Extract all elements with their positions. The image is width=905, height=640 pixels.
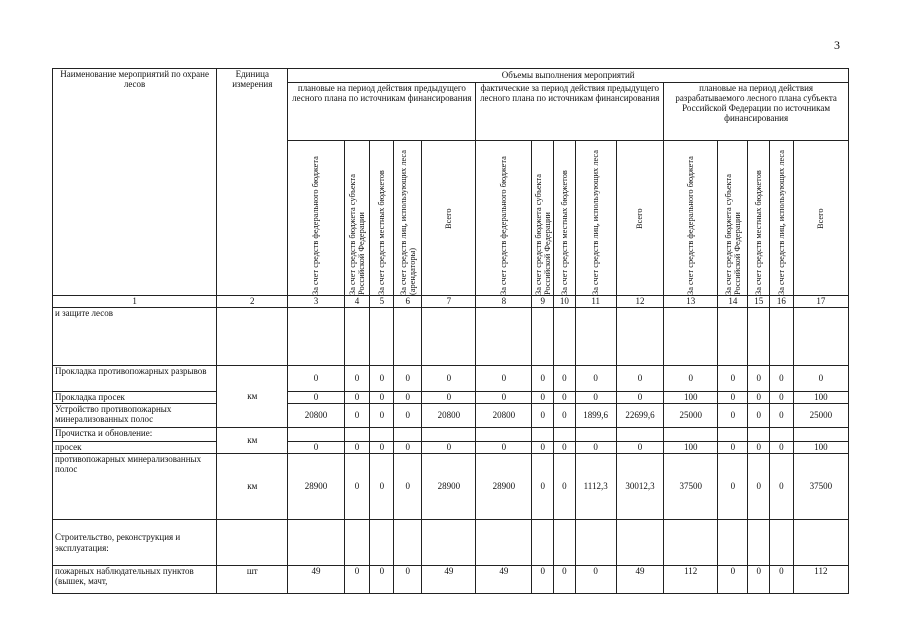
row-name: Прочистка и обновление:: [53, 428, 217, 442]
subheader-cell: Всего: [422, 141, 476, 296]
row-value: 28900: [476, 454, 532, 520]
row-value: 25000: [793, 404, 848, 428]
header-group-planned-prev: плановые на период действия предыдущего лесного плана по источникам финансирования: [288, 83, 476, 141]
row-value: [370, 308, 394, 366]
row-value: 49: [422, 566, 476, 594]
row-value: 0: [476, 442, 532, 454]
subheader-cell: За счет средств лиц, использующих леса: [575, 141, 616, 296]
header-group-planned-new: плановые на период действия разрабатываемого лесного плана субъекта Российской Федерации по источникам финансирования: [664, 83, 849, 141]
row-value: 0: [394, 566, 422, 594]
row-name: и защите лесов: [53, 308, 217, 366]
row-value: [554, 308, 576, 366]
row-value: 37500: [793, 454, 848, 520]
row-unit: км: [217, 454, 288, 520]
page-number: 3: [834, 38, 840, 52]
table-row: [53, 308, 849, 366]
row-value: [575, 520, 616, 566]
row-value: 25000: [664, 404, 718, 428]
row-name: просек: [53, 442, 217, 454]
column-number: 5: [370, 296, 394, 308]
column-number: 13: [664, 296, 718, 308]
row-value: [793, 520, 848, 566]
row-value: 0: [748, 454, 770, 520]
row-value: 0: [575, 442, 616, 454]
row-value: 0: [770, 454, 794, 520]
row-name: пожарных наблюдательных пунктов (вышек, мачт,: [53, 566, 217, 594]
row-value: [422, 308, 476, 366]
row-value: 0: [616, 442, 664, 454]
row-value: [344, 428, 370, 442]
row-value: [422, 520, 476, 566]
column-number: 14: [718, 296, 748, 308]
subheader-cell: За счет средств бюджета субъекта Российской Федерации: [344, 141, 370, 296]
row-value: 28900: [288, 454, 344, 520]
subheader-cell: За счет средств лиц, использующих леса (арендаторы): [394, 141, 422, 296]
row-value: [616, 308, 664, 366]
column-number: 12: [616, 296, 664, 308]
row-value: 0: [476, 366, 532, 392]
row-value: 49: [288, 566, 344, 594]
row-value: 0: [554, 442, 576, 454]
row-value: 0: [288, 366, 344, 392]
row-value: 1112,3: [575, 454, 616, 520]
row-value: 0: [288, 392, 344, 404]
row-value: [344, 520, 370, 566]
row-value: 0: [770, 392, 794, 404]
row-value: 0: [422, 442, 476, 454]
row-value: [616, 428, 664, 442]
row-value: 0: [575, 566, 616, 594]
row-value: 0: [748, 442, 770, 454]
row-value: 0: [616, 366, 664, 392]
row-value: 0: [718, 442, 748, 454]
header-activity-name: Наименование мероприятий по охране лесов: [53, 69, 217, 296]
row-value: 0: [554, 454, 576, 520]
row-value: 1899,6: [575, 404, 616, 428]
row-value: 0: [718, 392, 748, 404]
row-value: [664, 308, 718, 366]
row-value: 0: [554, 404, 576, 428]
row-value: [770, 428, 794, 442]
row-value: [476, 428, 532, 442]
row-value: [770, 308, 794, 366]
row-value: 0: [288, 442, 344, 454]
row-value: [793, 428, 848, 442]
row-value: 0: [532, 454, 554, 520]
row-value: [718, 428, 748, 442]
row-value: 0: [554, 392, 576, 404]
forest-protection-table: [52, 68, 849, 594]
row-value: 28900: [422, 454, 476, 520]
column-number: 17: [793, 296, 848, 308]
row-unit: км: [217, 366, 288, 428]
row-value: 0: [344, 442, 370, 454]
row-unit: [217, 520, 288, 566]
row-value: 0: [575, 392, 616, 404]
row-value: 20800: [288, 404, 344, 428]
row-value: 0: [718, 404, 748, 428]
row-value: [370, 428, 394, 442]
subheader-cell: За счет средств бюджета субъекта Российской Федерации: [718, 141, 748, 296]
row-value: [575, 308, 616, 366]
row-unit: шт: [217, 566, 288, 594]
row-value: [554, 428, 576, 442]
row-value: [770, 520, 794, 566]
row-value: 0: [394, 442, 422, 454]
subheader-cell: Всего: [616, 141, 664, 296]
row-value: [288, 428, 344, 442]
header-unit: Единица измерения: [217, 69, 288, 296]
row-value: [664, 520, 718, 566]
row-value: 37500: [664, 454, 718, 520]
row-value: 20800: [476, 404, 532, 428]
subheader-cell: За счет средств бюджета субъекта Российской Федерации: [532, 141, 554, 296]
column-number: 7: [422, 296, 476, 308]
row-value: 0: [344, 566, 370, 594]
table-row: [53, 454, 849, 520]
row-value: [718, 308, 748, 366]
row-value: [394, 308, 422, 366]
row-value: 0: [370, 566, 394, 594]
row-value: 49: [616, 566, 664, 594]
row-value: 0: [532, 366, 554, 392]
row-value: 30012,3: [616, 454, 664, 520]
row-value: [476, 520, 532, 566]
row-value: 0: [793, 366, 848, 392]
subheader-cell: За счет средств федерального бюджета: [664, 141, 718, 296]
column-number: 1: [53, 296, 217, 308]
row-value: [748, 308, 770, 366]
row-name: Устройство противопожарных минерализованных полос: [53, 404, 217, 428]
row-value: 0: [394, 454, 422, 520]
column-number: 3: [288, 296, 344, 308]
row-value: 112: [664, 566, 718, 594]
row-value: 0: [344, 392, 370, 404]
row-value: [532, 428, 554, 442]
subheader-cell: За счет средств федерального бюджета: [476, 141, 532, 296]
row-value: 0: [344, 454, 370, 520]
row-value: 0: [394, 392, 422, 404]
row-name: Прокладка противопожарных разрывов: [53, 366, 217, 392]
table-row: [53, 404, 849, 428]
row-value: 0: [532, 442, 554, 454]
subheader-cell: За счет средств лиц, использующих леса: [770, 141, 794, 296]
row-value: 49: [476, 566, 532, 594]
row-unit: [217, 308, 288, 366]
column-number: 16: [770, 296, 794, 308]
row-name: Строительство, реконструкция и эксплуатация:: [53, 520, 217, 566]
row-value: [748, 520, 770, 566]
column-number-row: [53, 296, 849, 308]
row-value: 0: [394, 404, 422, 428]
row-value: 100: [793, 442, 848, 454]
row-value: 0: [370, 366, 394, 392]
row-value: [476, 308, 532, 366]
row-value: 0: [748, 392, 770, 404]
row-name: Прокладка просек: [53, 392, 217, 404]
table-row: [53, 442, 849, 454]
row-value: 100: [664, 392, 718, 404]
table-row: [53, 566, 849, 594]
row-value: [616, 520, 664, 566]
row-value: 0: [748, 366, 770, 392]
row-value: [575, 428, 616, 442]
row-value: [554, 520, 576, 566]
row-value: 100: [664, 442, 718, 454]
subheader-cell: За счет средств местных бюджетов: [554, 141, 576, 296]
row-value: 0: [664, 366, 718, 392]
row-value: 0: [748, 566, 770, 594]
row-value: 0: [370, 404, 394, 428]
header-group-actual-prev: фактические за период действия предыдущего лесного плана по источникам финансирования: [476, 83, 664, 141]
row-value: [748, 428, 770, 442]
row-value: 0: [532, 566, 554, 594]
header-volumes: Объемы выполнения мероприятий: [288, 69, 849, 83]
subheader-cell: За счет средств федерального бюджета: [288, 141, 344, 296]
row-value: 0: [344, 366, 370, 392]
column-number: 6: [394, 296, 422, 308]
column-number: 15: [748, 296, 770, 308]
column-number: 10: [554, 296, 576, 308]
table-row: [53, 392, 849, 404]
column-number: 9: [532, 296, 554, 308]
row-name: противопожарных минерализованных полос: [53, 454, 217, 520]
row-value: [288, 308, 344, 366]
row-value: 0: [532, 404, 554, 428]
row-value: 0: [770, 442, 794, 454]
table-row: [53, 428, 849, 442]
subheader-cell: За счет средств местных бюджетов: [748, 141, 770, 296]
row-value: 0: [718, 566, 748, 594]
row-value: [394, 428, 422, 442]
subheader-cell: Всего: [793, 141, 848, 296]
column-number: 2: [217, 296, 288, 308]
row-value: 0: [476, 392, 532, 404]
row-value: 0: [770, 404, 794, 428]
row-value: 0: [344, 404, 370, 428]
subheader-cell: За счет средств местных бюджетов: [370, 141, 394, 296]
row-value: [532, 308, 554, 366]
row-value: 0: [422, 392, 476, 404]
row-value: 0: [770, 366, 794, 392]
column-number: 8: [476, 296, 532, 308]
row-value: 0: [770, 566, 794, 594]
row-value: 0: [370, 454, 394, 520]
row-value: [370, 520, 394, 566]
row-value: 0: [748, 404, 770, 428]
row-value: 0: [422, 366, 476, 392]
row-value: [394, 520, 422, 566]
row-value: 0: [718, 366, 748, 392]
row-value: 0: [575, 366, 616, 392]
column-number: 4: [344, 296, 370, 308]
row-value: 0: [370, 392, 394, 404]
row-value: [793, 308, 848, 366]
row-value: [718, 520, 748, 566]
table-row: [53, 520, 849, 566]
row-value: 0: [394, 366, 422, 392]
row-value: 0: [370, 442, 394, 454]
table-row: [53, 366, 849, 392]
row-value: [344, 308, 370, 366]
row-value: 0: [616, 392, 664, 404]
row-value: [288, 520, 344, 566]
row-value: 0: [718, 454, 748, 520]
row-value: [664, 428, 718, 442]
column-number: 11: [575, 296, 616, 308]
row-value: 0: [554, 566, 576, 594]
row-value: 0: [532, 392, 554, 404]
row-value: [532, 520, 554, 566]
row-unit: км: [217, 428, 288, 454]
row-value: 20800: [422, 404, 476, 428]
row-value: 22699,6: [616, 404, 664, 428]
row-value: [422, 428, 476, 442]
row-value: 100: [793, 392, 848, 404]
row-value: 112: [793, 566, 848, 594]
row-value: 0: [554, 366, 576, 392]
